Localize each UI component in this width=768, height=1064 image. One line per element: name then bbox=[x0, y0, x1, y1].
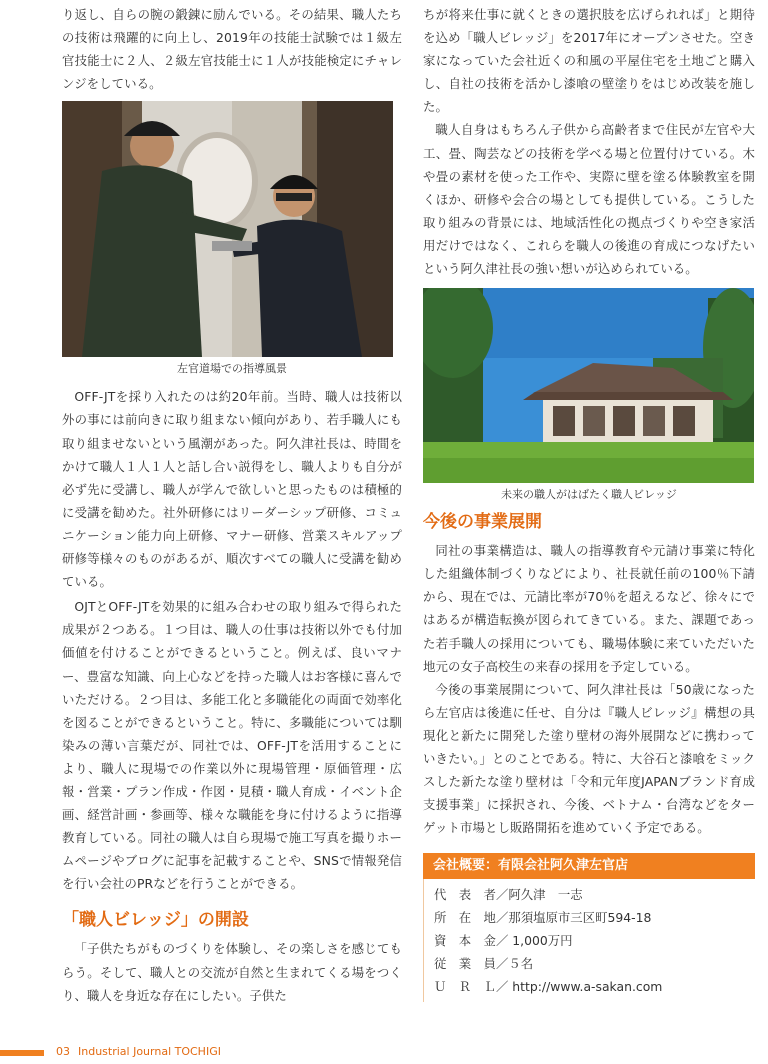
journal-title: Industrial Journal TOCHIGI bbox=[78, 1045, 221, 1058]
section-heading-village: 「職人ビレッジ」の開設 bbox=[62, 910, 249, 931]
training-photo-image bbox=[62, 101, 393, 357]
training-photo bbox=[62, 101, 393, 357]
village-photo-image bbox=[423, 288, 754, 483]
right-paragraph-1: ちが将来仕事に就くときの選択肢を広げられれば」と期待を込め「職人ビレッジ」を2017年にオープンさせた。空き家になっていた会社近くの和風の平屋住宅を土地ごと購入し、自社の技術を活かし漆喰の壁塗りをはじめ改装を施した。 bbox=[423, 7, 755, 115]
left-paragraph-1: OFF-JTを採り入れたのは約20年前。当時、職人は技術以外の事には前向きに取り組まない傾向があり、若手職人にも取り組ませないという風潮があった。阿久津社長は、時間をかけて職人１人１人と話し合い説得をし、職人よりも自分が必ず先に受講し、職人が学んで欲しいと思ったものは積極的に受講を勧めた。社外研修にはリーダーシップ研修、コミュニケーション能力向上研修、マナー研修、営業スキルアップ研修等様々のものがあるが、順次すべての職人に受講を勧めている。 bbox=[62, 389, 402, 590]
left-paragraph-3: 「子供たちがものづくりを体験し、その楽しさを感じてもらう。そして、職人との交流が自然と生まれてくる場をつくり、職人を身近な存在にしたい。子供た bbox=[62, 941, 402, 1003]
left-column bbox=[62, 0, 402, 1007]
company-employees: 従 業 員／５名 bbox=[434, 956, 534, 972]
page-number: 03 bbox=[56, 1045, 70, 1058]
right-paragraph-3: 同社の事業構造は、職人の指導教育や元請け事業に特化した組織体制づくりなどにより、社長就任前の100％下請から、現在では、元請比率が70％を超えるなど、徐々にではあるが構造転換が図られてきている。また、課題であった若手職人の採用についても、職場体験に来ていただいた地元の女子高校生の来春の採用を予定している。 bbox=[423, 543, 755, 674]
page-footer bbox=[0, 1043, 768, 1063]
company-capital: 資 本 金／ 1,000万円 bbox=[434, 933, 573, 949]
company-url[interactable]: Ｕ Ｒ Ｌ／ http://www.a-sakan.com bbox=[434, 979, 663, 995]
company-info-body bbox=[423, 879, 755, 1002]
right-column bbox=[423, 0, 755, 1002]
village-photo-caption: 未来の職人がはばたく職人ビレッジ bbox=[501, 488, 677, 502]
section-heading-future: 今後の事業展開 bbox=[423, 512, 542, 533]
company-info-title: 会社概要：有限会社阿久津左官店 bbox=[423, 853, 755, 879]
company-info-box bbox=[423, 853, 755, 1002]
footer-accent-bar bbox=[0, 1050, 44, 1056]
company-representative: 代 表 者／阿久津 一志 bbox=[434, 887, 583, 903]
intro-paragraph: り返し、自らの腕の鍛錬に励んでいる。その結果、職人たちの技術は飛躍的に向上し、2019年の技能士試験では１級左官技能士に２人、２級左官技能士に１人が技能検定にチャレンジをしている。 bbox=[62, 7, 402, 92]
right-paragraph-2: 職人自身はもちろん子供から高齢者まで住民が左官や大工、畳、陶芸などの技術を学べる場と位置付けている。木や畳の素材を使った工作や、実際に壁を塗る体験教室を開くほか、研修や会合の場としても提供している。こうした取り組みの背景には、地域活性化の拠点づくりや空き家活用だけではなく、これらを職人の後進の育成につなげたいという阿久津社長の強い想いが込められている。 bbox=[423, 122, 755, 277]
training-photo-caption: 左官道場での指導風景 bbox=[177, 362, 287, 376]
village-photo bbox=[423, 288, 754, 483]
right-paragraph-4: 今後の事業展開について、阿久津社長は「50歳になったら左官店は後進に任せ、自分は『職人ビレッジ』構想の具現化と新たに開発した塗り壁材の海外展開などに携わっていきたい。」とのことである。特に、大谷石と漆喰をミックスした新たな塗り壁材は「令和元年度JAPANブランド育成支援事業」に採択され、今後、ベトナム・台湾などをターゲット市場とし販路開拓を進めていく予定である。 bbox=[423, 681, 755, 836]
left-paragraph-2: OJTとOFF-JTを効果的に組み合わせの取り組みで得られた成果が２つある。１つ目は、職人の仕事は技術以外でも付加価値を付けることができるということ。例えば、良いマナー、豊富な知識、向上心などを持った職人はお客様に喜んでいただける。２つ目は、多能工化と多職能化の両面で効率化を図ることができるということ。特に、多職能については馴染みの薄い言葉だが、同社では、OFF-JTを活用することにより、職人に現場での作業以外に現場管理・原価管理・広報・営業・プラン作成・作図・見積・職人育成・イベント企画、経営計画・参画等、様々な職能を身に付けるように指導教育している。同社の職人は自ら現場で施工写真を撮りホームページやブログに記事を記載することや、SNSで情報発信を行い会社のPRなどを行うことができる。 bbox=[62, 599, 402, 892]
company-address: 所 在 地／那須塩原市三区町594-18 bbox=[434, 910, 652, 926]
